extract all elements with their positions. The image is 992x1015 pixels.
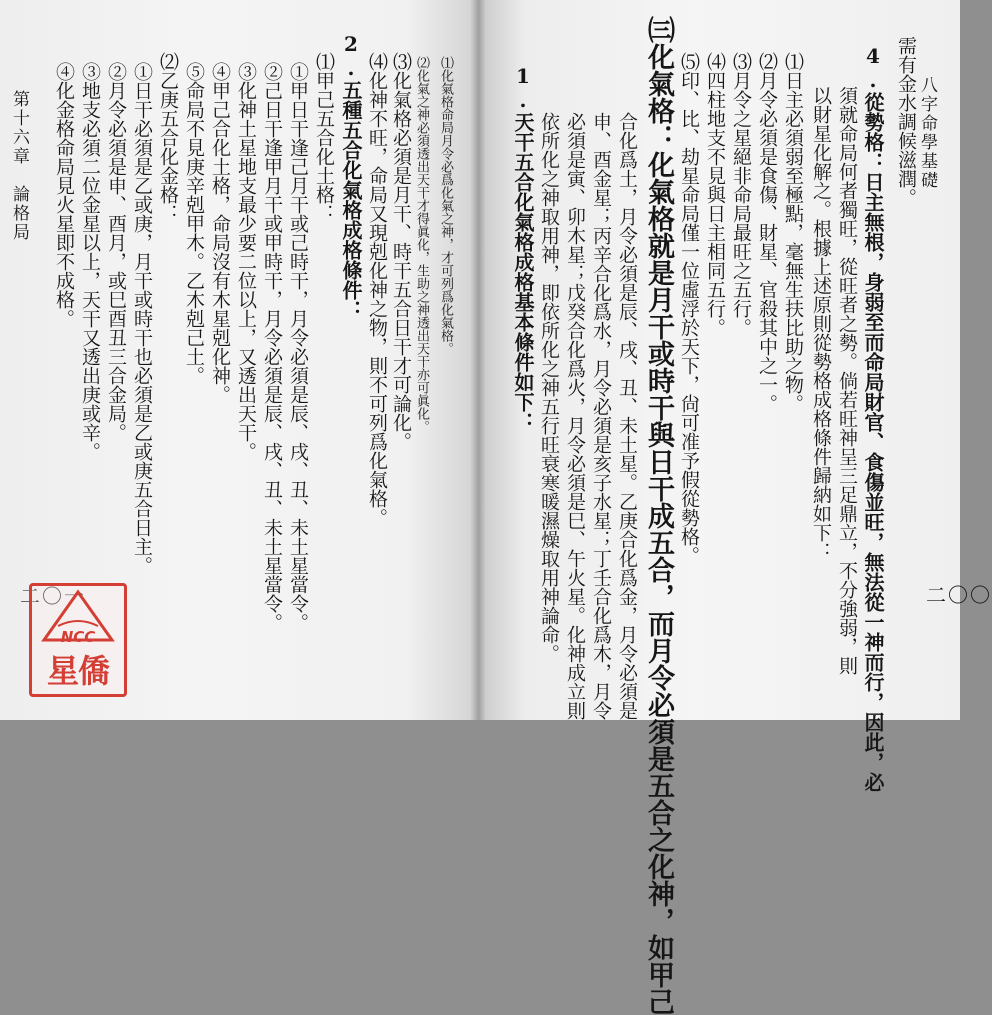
text-column: ⑴甲己五合化土格： bbox=[313, 52, 335, 223]
page-number: 二〇一 bbox=[20, 584, 86, 608]
text-column: 需有金水調候滋潤。 bbox=[895, 36, 917, 207]
text-column: ⑷化神不旺，命局又現剋化神之物，則不可列爲化氣格。 bbox=[366, 52, 388, 527]
text-column: 依所化之神取用神，即依所化之神五行旺衰寒暖濕燥取用神論命。 bbox=[538, 112, 560, 663]
section-heading: 4.從勢格：日主無根，身弱至而命局財官、食傷並旺，無法從一神而行，因此，必 bbox=[861, 44, 885, 792]
ncc-seal-stamp bbox=[29, 583, 127, 697]
text-column: ⑷四柱地支不見與日主相同五行。 bbox=[704, 52, 726, 337]
text-column: ①甲日干逢己月干或己時干，月令必須是辰、戌、丑、未土星當令。 bbox=[287, 62, 309, 632]
running-head: 八字命學基礎 bbox=[917, 76, 937, 190]
text-column: ③化神土星地支最少要二位以上，又透出天干。 bbox=[235, 62, 257, 461]
text-column: ⑵乙庚五合化金格： bbox=[157, 52, 179, 223]
text-column: ③地支必須二位金星以上，天干又透出庚或辛。 bbox=[79, 62, 101, 461]
text-column: ②月令必須是申、酉月，或巳酉丑三合金局。 bbox=[105, 62, 127, 442]
text-column: ⑴化氣格命局月令必爲化氣之神，才可列爲化氣格。 bbox=[438, 56, 453, 355]
text-column: ⑵化氣之神必須透出天干才得眞化，生助之神透出天干亦可眞化。 bbox=[414, 56, 429, 433]
text-column: ④化金格命局見火星即不成格。 bbox=[53, 62, 75, 328]
text-column: 申、酉金星；丙辛合化爲水，月令必須是亥子水星；丁壬合化爲木，月令 bbox=[590, 112, 612, 720]
stamp-latin-text: NCC bbox=[60, 628, 96, 646]
stamp-cjk-text: 星僑 bbox=[46, 652, 109, 690]
text-column: ①日干必須是乙或庚，月干或時干也必須是乙或庚五合日主。 bbox=[131, 62, 153, 575]
chapter-footer: 第十六章 論格局 bbox=[9, 90, 29, 242]
section-heading: ㈢化氣格：化氣格就是月干或時干與日干成五合，而月令必須是五合之化神，如甲己 bbox=[643, 16, 674, 1015]
text-column: ⑶化氣格必須是月干、時干五合日干才可論化。 bbox=[390, 52, 412, 451]
text-column: ⑴日主必須弱至極點，毫無生扶比助之物。 bbox=[782, 52, 804, 413]
text-column: ⑶月令之星絕非命局最旺之五行。 bbox=[730, 52, 752, 337]
text-column: ⑵月令必須是食傷、財星、官殺其中之一。 bbox=[756, 52, 778, 413]
text-column: ⑤命局不見庚辛剋甲木。乙木剋己土。 bbox=[183, 62, 205, 385]
text-column: 必須是寅、卯木星；戊癸合化爲火，月令必須是巳、午火星。化神成立則 bbox=[564, 112, 586, 720]
text-column: ⑸印、比、劫星命局僅一位虛浮於天下，尙可准予假從勢格。 bbox=[678, 52, 700, 565]
section-heading: 2.五種五合化氣格成格條件： bbox=[339, 32, 363, 320]
text-column: 合化爲土，月令必須是辰、戌、丑、未土星。乙庚合化爲金，月令必須是 bbox=[616, 112, 638, 720]
page-number: 二〇〇 bbox=[926, 583, 992, 607]
book-gutter bbox=[470, 0, 486, 720]
section-heading: 1.天干五合化氣格成格基本條件如下： bbox=[511, 64, 535, 432]
text-column: 須就命局何者獨旺，從旺者之勢。倘若旺神呈三足鼎立，不分強弱，則 bbox=[836, 86, 858, 675]
text-column: ④甲己合化土格，命局沒有木星剋化神。 bbox=[209, 62, 231, 404]
text-column: 以財星化解之。根據上述原則從勢格成格條件歸納如下： bbox=[810, 86, 832, 561]
text-column: ②己日干逢甲月干或甲時干，月令必須是辰、戌、丑、未土星當令。 bbox=[261, 62, 283, 632]
